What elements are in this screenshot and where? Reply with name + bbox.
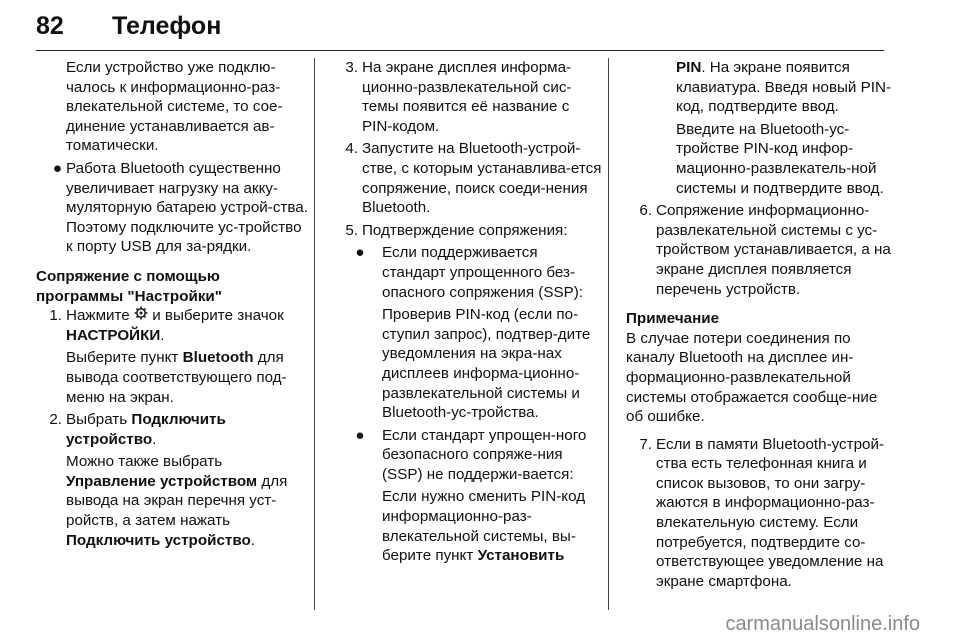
step-5: 5. Подтверждение сопряжения: — [345, 221, 568, 239]
column-2 — [332, 58, 602, 569]
intro-paragraph: Если устройство уже подклю-чалось к информационно-раз-влекательной системе, то сое-динение устанавливается ав-томатически. — [66, 59, 283, 155]
step-7: 7. Если в памяти Bluetooth-устрой-ства есть телефонная книга и список вызовов, то они загру-жаются в информационно-раз-влекательную систему. Если потребуется, подтвердите со-ответствующее уведомление на экране смартфона. — [639, 435, 885, 590]
page-number: 82 — [36, 12, 64, 40]
note-text: В случае потери соединения по каналу Bluetooth на дисплее ин-формационно-развлекательной системы отображается сообще-ние об ошибке. — [626, 329, 878, 426]
bullet-item — [36, 159, 308, 257]
step-6: 6. Сопряжение информационно-развлекательной системы с ус-тройством устанавливается, а на экране дисплея появляется перечень устройств. — [639, 202, 891, 298]
continued-paragraph-2: Введите на Bluetooth-ус-тройстве PIN-код инфор-мационно-развлекатель-ной системы и подтвердите ввод. — [676, 120, 884, 197]
note-heading: Примечание — [626, 310, 720, 328]
bullet-text: Работа Bluetooth существенно увеличивает нагрузку на акку-муляторную батарею устрой-ства. Поэтому подключите ус-тройство к порту USB для за-рядки. — [66, 159, 308, 256]
step-1: 1. Нажмите и выберите значок НАСТРОЙКИ. — [49, 307, 284, 344]
gear-icon — [134, 306, 148, 326]
continued-paragraph: PIN. На экране появится клавиатура. Введя новый PIN-код, подтвердите ввод. — [676, 59, 892, 116]
step-4: 4. Запустите на Bluetooth-устрой-стве, с которым устанавлива-ется сопряжение, поиск соеди-нения Bluetooth. — [345, 140, 602, 217]
step-1-detail: Выберите пункт Bluetooth для вывода соответствующего под-меню на экран. — [66, 349, 287, 406]
page-header — [36, 10, 884, 51]
bullet-detail: Проверив PIN-код (если по-ступил запрос), подтвер-дите уведомления на экра-нах дисплеев информа-ционно-развлекательной системы и Bluetooth-ус-тройства. — [382, 306, 591, 422]
step-3: 3. На экране дисплея информа-ционно-развлекательной сис-темы появится её название с PIN-кодом. — [345, 59, 572, 135]
step-2-detail: Можно также выбрать Управление устройством для вывода на экран перечня уст-ройств, а затем нажать Подключить устройство. — [66, 453, 288, 549]
column-divider — [608, 58, 609, 610]
column-1 — [36, 58, 308, 553]
watermark: carmanualsonline.info — [725, 613, 920, 635]
page-title: Телефон — [112, 12, 222, 40]
bullet-item: ● Если стандарт упрощен-ного безопасного сопряже-ния (SSP) не поддержи-вается: — [355, 426, 587, 483]
column-divider — [314, 58, 315, 610]
column-3 — [626, 58, 894, 594]
step-2: 2. Выбрать Подключить устройство. — [49, 411, 226, 448]
section-heading: Сопряжение с помощью программы "Настройки" — [36, 267, 222, 305]
bullet-item: ● Если поддерживается стандарт упрощенного без-опасного сопряжения (SSP): — [355, 244, 583, 301]
bullet-detail: Если нужно сменить PIN-код информационно-раз-влекательной системы, вы-берите пункт Установить — [382, 488, 586, 565]
bullet-marker: ● — [52, 159, 62, 177]
